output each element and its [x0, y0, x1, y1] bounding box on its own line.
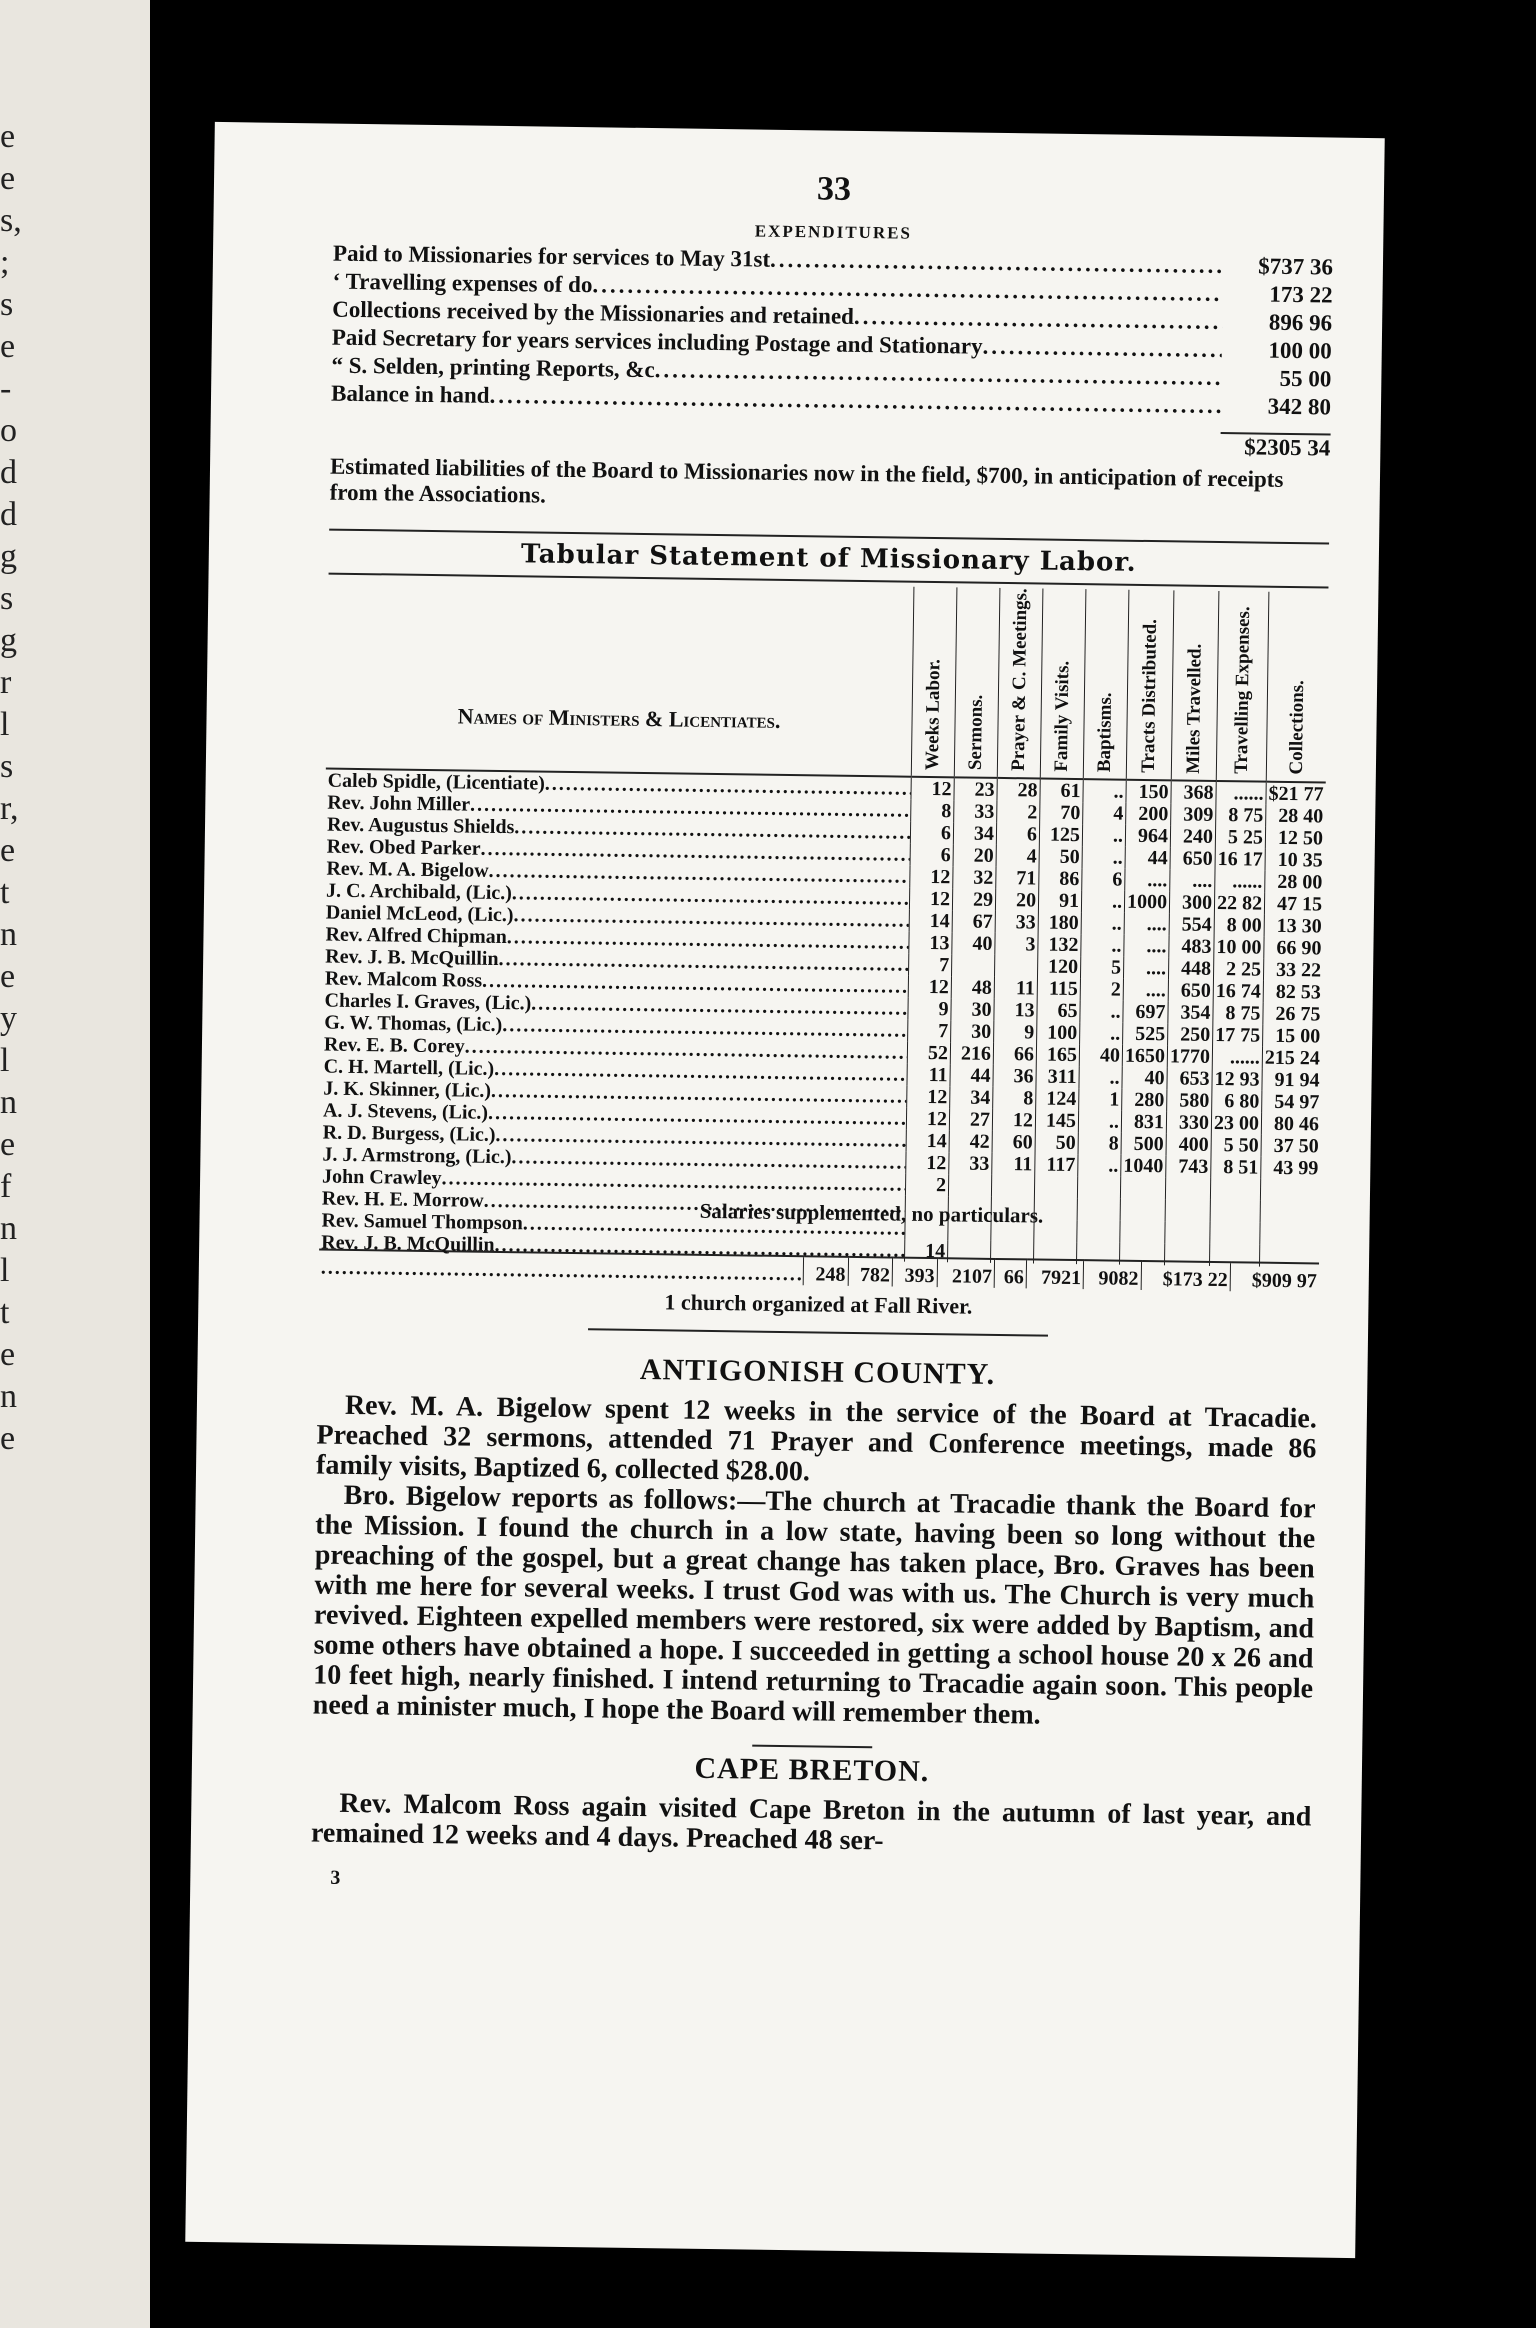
- antigonish-section: [313, 1348, 1318, 1734]
- table-cell: ....: [1123, 956, 1168, 979]
- table-cell: 65: [1037, 999, 1080, 1022]
- table-cell: ....: [1123, 978, 1168, 1001]
- expenditure-label: Paid to Missionaries for services to May 31st: [332, 240, 771, 272]
- table-cell: 33: [954, 800, 997, 823]
- divider: [752, 1744, 872, 1748]
- minister-name: A. J. Stevens, (Lic.) .....: [321, 1099, 907, 1129]
- table-cell: 653: [1167, 1067, 1212, 1090]
- minister-name: R. D. Burgess, (Lic.) .....: [321, 1121, 907, 1151]
- table-cell: 2: [905, 1173, 948, 1196]
- table-cell: 117: [1035, 1153, 1078, 1176]
- adjacent-page-strip: [0, 0, 150, 2328]
- table-cell: $21 77: [1266, 781, 1326, 805]
- table-cell: 91 94: [1262, 1068, 1322, 1091]
- total-cell: $173 22: [1141, 1261, 1231, 1291]
- table-cell: 20: [953, 844, 996, 867]
- table-cell: 180: [1038, 911, 1081, 934]
- table-cell: 3: [995, 933, 1038, 956]
- margin-fragment: s: [0, 580, 14, 617]
- expenditure-label: Balance in hand: [330, 380, 490, 408]
- minister-name: Rev. H. E. Morrow .....: [320, 1187, 906, 1217]
- table-cell: 1770: [1167, 1045, 1212, 1068]
- table-cell: 5: [1080, 956, 1123, 979]
- table-cell: 6: [996, 823, 1039, 846]
- margin-fragment: n: [0, 1084, 17, 1121]
- minister-name: J. J. Armstrong, (Lic.) .....: [320, 1143, 906, 1173]
- table-cell: 448: [1168, 957, 1213, 980]
- table-cell: 120: [1037, 955, 1080, 978]
- table-cell: 150: [1126, 779, 1171, 803]
- table-cell: 60: [992, 1131, 1035, 1154]
- table-cell: 12: [909, 887, 952, 910]
- table-cell: 115: [1037, 977, 1080, 1000]
- expenditures-list: [331, 240, 1333, 422]
- table-cell: 34: [950, 1086, 993, 1109]
- total-cell: 7921: [1026, 1259, 1084, 1289]
- table-cell: 28: [997, 778, 1040, 802]
- tabular-title: Tabular Statement of Missionary Labor.: [520, 539, 1137, 578]
- minister-name: John Crawley .....: [320, 1165, 906, 1195]
- minister-name: G. W. Thomas, (Lic.) .....: [322, 1011, 908, 1041]
- document-page: [185, 122, 1384, 2258]
- table-cell: ....: [1170, 869, 1215, 892]
- total-cell: $909 97: [1230, 1262, 1319, 1292]
- table-cell: 4: [996, 845, 1039, 868]
- table-cell: 12 50: [1265, 826, 1325, 849]
- table-cell: 12: [907, 1085, 950, 1108]
- divider: [588, 1328, 1048, 1336]
- table-cell: 145: [1035, 1109, 1078, 1132]
- page-number: 33: [816, 170, 852, 208]
- liabilities-text: Estimated liabilities of the Board to Missionaries now in the field, $700, in anticipation of receipts from the Associations.: [329, 453, 1284, 508]
- table-cell: 12: [908, 975, 951, 998]
- margin-fragment: t: [0, 1294, 10, 1331]
- minister-name: Rev. Alfred Chipman .....: [323, 923, 909, 953]
- table-cell: 52: [907, 1041, 950, 1064]
- margin-fragment: d: [0, 496, 17, 533]
- expenditure-amount: 342 80: [1267, 393, 1332, 420]
- table-cell: 13: [909, 931, 952, 954]
- table-cell: 165: [1036, 1043, 1079, 1066]
- margin-fragment: t: [0, 874, 10, 911]
- margin-fragment: -: [0, 370, 12, 407]
- table-cell: [994, 955, 1037, 978]
- table-cell: 697: [1123, 1000, 1168, 1023]
- total-cell: 393: [892, 1257, 937, 1287]
- column-header-label: Baptisms.: [1093, 692, 1116, 773]
- table-cell: ..: [1082, 846, 1125, 869]
- column-header-label: Travelling Expenses.: [1230, 606, 1254, 775]
- cape-breton-title: CAPE BRETON.: [694, 1751, 930, 1788]
- margin-fragment: f: [0, 1168, 12, 1205]
- table-cell: 1650: [1122, 1044, 1167, 1067]
- table-cell: [1210, 1178, 1260, 1201]
- antigonish-paragraph-1: Rev. M. A. Bigelow spent 12 weeks in the service of the Board at Tracadie. Preached 32 sermons, attended 71 Prayer and Conference meetings, made 86 family visits, Baptized 6, collected $28.00.: [315, 1389, 1318, 1488]
- table-header-row: [326, 579, 1329, 783]
- table-cell: ......: [1216, 781, 1266, 805]
- margin-fragment: l: [0, 1252, 10, 1289]
- table-cell: 27: [949, 1108, 992, 1131]
- minister-name: Rev. M. A. Bigelow .....: [324, 857, 910, 887]
- expenditures-title: EXPENDITURES: [754, 221, 913, 243]
- column-header: [1216, 591, 1269, 781]
- table-cell: 66: [993, 1043, 1036, 1066]
- table-cell: 30: [951, 998, 994, 1021]
- table-cell: 6 80: [1212, 1090, 1262, 1113]
- table-cell: 2: [1080, 978, 1123, 1001]
- margin-fragment: n: [0, 1210, 17, 1247]
- table-cell: 40: [1122, 1066, 1167, 1089]
- table-cell: 42: [949, 1130, 992, 1153]
- table-cell: 16 74: [1213, 980, 1263, 1003]
- table-cell: 36: [993, 1065, 1036, 1088]
- minister-name: Rev. John Miller .....: [325, 791, 911, 821]
- table-cell: 17 75: [1213, 1024, 1263, 1047]
- table-cell: 12: [910, 865, 953, 888]
- salaries-note: Salaries supplemented, no particulars.: [699, 1198, 1044, 1228]
- table-cell: 125: [1039, 823, 1082, 846]
- table-cell: 200: [1126, 802, 1171, 825]
- minister-name: C. H. Martell, (Lic.) .....: [322, 1055, 908, 1085]
- column-header: [1171, 590, 1219, 780]
- minister-name: Rev. Malcom Ross .....: [323, 967, 909, 997]
- table-cell: [991, 1175, 1034, 1198]
- table-cell: ......: [1215, 870, 1265, 893]
- table-cell: 80 46: [1261, 1112, 1321, 1135]
- table-cell: ..: [1079, 1066, 1122, 1089]
- table-cell: 8: [1078, 1132, 1121, 1155]
- table-cell: 1000: [1124, 890, 1169, 913]
- table-cell: 215 24: [1262, 1046, 1322, 1069]
- table-cell: 2 25: [1213, 958, 1263, 981]
- table-cell: 8: [911, 799, 954, 822]
- cape-breton-paragraph: Rev. Malcom Ross again visited Cape Breton in the autumn of last year, and remained 12 weeks and 4 days. Preached 48 ser-: [310, 1787, 1312, 1857]
- table-cell: 44: [950, 1064, 993, 1087]
- table-cell: [1120, 1176, 1165, 1199]
- total-cell: 782: [848, 1257, 893, 1287]
- table-cell: 554: [1169, 913, 1214, 936]
- expenditures-total: $2305 34: [1220, 432, 1330, 462]
- table-cell: 8 51: [1211, 1156, 1261, 1179]
- missionary-labor-table: [319, 579, 1328, 1268]
- table-cell: 309: [1171, 803, 1216, 826]
- table-cell: 20: [995, 889, 1038, 912]
- minister-name: Rev. J. B. McQuillin .....: [319, 1231, 905, 1261]
- table-cell: 33 22: [1263, 958, 1323, 981]
- column-header-label: Miles Travelled.: [1182, 643, 1206, 774]
- margin-fragment: e: [0, 832, 16, 869]
- table-cell: 354: [1168, 1001, 1213, 1024]
- margin-fragment: n: [0, 1378, 17, 1415]
- column-header: [997, 588, 1043, 778]
- expenditure-amount: 55 00: [1279, 365, 1332, 392]
- margin-fragment: d: [0, 454, 17, 491]
- names-column-header: Names of Ministers & Licentiates.: [326, 579, 914, 777]
- antigonish-paragraph-2: Bro. Bigelow reports as follows:—The church at Tracadie thank the Board for the Mission. I found the church in a low state, having been so long without the preaching of the gospel, but a great change has taken place, Bro. Graves has been with me here for several weeks. I trust God was with us. The Church is very much revived. Eighteen expelled members were restored, six were added by Baptism, and some others have obtained a hope. I succeeded in getting a school house 20 x 26 and 10 feet high, nearly finished. I intend returning to Tracadie again soon. This people need a minister much, I hope the Board will remember them.: [312, 1479, 1316, 1731]
- margin-fragment: g: [0, 538, 17, 575]
- table-cell: 26 75: [1263, 1002, 1323, 1025]
- signature-mark: 3: [330, 1866, 341, 1889]
- column-header-label: Prayer & C. Meetings.: [1007, 588, 1032, 772]
- table-cell: 124: [1036, 1087, 1079, 1110]
- minister-name: Rev. Samuel Thompson .....: [319, 1209, 905, 1239]
- table-cell: 37 50: [1261, 1134, 1321, 1157]
- minister-name: Caleb Spidle, (Licentiate) .....: [326, 768, 912, 799]
- table-cell: 580: [1167, 1089, 1212, 1112]
- table-cell: 500: [1121, 1132, 1166, 1155]
- table-cell: 6: [910, 843, 953, 866]
- column-header: [911, 587, 957, 777]
- expenditure-label: “ S. Selden, printing Reports, &c: [331, 352, 655, 383]
- table-cell: 14: [909, 909, 952, 932]
- expenditure-amount: 173 22: [1269, 281, 1333, 308]
- minister-name: J. K. Skinner, (Lic.) .....: [321, 1077, 907, 1107]
- table-cell: [1077, 1176, 1120, 1199]
- table-cell: 34: [953, 822, 996, 845]
- table-cell: 82 53: [1263, 980, 1323, 1003]
- minister-name: J. C. Archibald, (Lic.) .....: [324, 879, 910, 909]
- margin-fragment: l: [0, 706, 10, 743]
- table-cell: 483: [1169, 935, 1214, 958]
- table-cell: 100: [1037, 1021, 1080, 1044]
- table-cell: [952, 954, 995, 977]
- margin-fragment: e: [0, 328, 16, 365]
- table-cell: [948, 1174, 991, 1197]
- margin-fragment: s: [0, 748, 14, 785]
- expenditure-label: Paid Secretary for years services including Postage and Stationary: [331, 324, 983, 359]
- expenditure-amount: 100 00: [1268, 337, 1332, 364]
- table-cell: 964: [1125, 824, 1170, 847]
- table-cell: 22 82: [1214, 892, 1264, 915]
- table-cell: 29: [952, 888, 995, 911]
- expenditure-label: Collections received by the Missionaries and retained: [332, 296, 855, 329]
- margin-fragment: e: [0, 1126, 16, 1163]
- margin-fragment: s: [0, 286, 14, 323]
- table-cell: 240: [1170, 825, 1215, 848]
- table-cell: 12 93: [1212, 1068, 1262, 1091]
- table-cell: 5 50: [1211, 1134, 1261, 1157]
- table-cell: ..: [1081, 934, 1124, 957]
- expenditures-section: [330, 216, 1333, 462]
- margin-fragment: o: [0, 412, 17, 449]
- expenditure-amount: $737 36: [1258, 253, 1334, 280]
- minister-name: Rev. Obed Parker .....: [325, 835, 911, 865]
- table-cell: 44: [1125, 846, 1170, 869]
- table-cell: 11: [992, 1153, 1035, 1176]
- table-cell: 70: [1040, 801, 1083, 824]
- table-cell: 86: [1039, 867, 1082, 890]
- table-cell: 71: [996, 867, 1039, 890]
- margin-fragment: n: [0, 916, 17, 953]
- table-cell: 15 00: [1263, 1024, 1323, 1047]
- table-cell: 28 00: [1265, 870, 1325, 893]
- column-header-label: Collections.: [1285, 680, 1308, 775]
- minister-name: Rev. J. B. McQuillin .....: [323, 945, 909, 975]
- table-cell: 7: [908, 1019, 951, 1042]
- table-cell: 14: [905, 1239, 948, 1262]
- minister-name: Daniel McLeod, (Lic.) .....: [324, 901, 910, 931]
- table-cell: 10 35: [1265, 848, 1325, 871]
- margin-fragment: g: [0, 622, 17, 659]
- column-header-label: Family Visits.: [1050, 660, 1074, 772]
- margin-fragment: r: [0, 664, 12, 701]
- table-cell: 12: [992, 1109, 1035, 1132]
- table-cell: 250: [1168, 1023, 1213, 1046]
- column-header: [1126, 590, 1174, 780]
- table-cell: 30: [951, 1020, 994, 1043]
- column-header: [954, 587, 1000, 777]
- table-cell: 23: [954, 777, 997, 801]
- column-header: [1083, 589, 1129, 779]
- table-cell: 14: [906, 1129, 949, 1152]
- table-cell: 132: [1038, 933, 1081, 956]
- table-cell: 10 00: [1214, 936, 1264, 959]
- table-cell: 33: [995, 911, 1038, 934]
- table-cell: 40: [952, 932, 995, 955]
- margin-fragment: e: [0, 118, 16, 155]
- column-header: [1266, 592, 1328, 783]
- table-cell: 50: [1039, 845, 1082, 868]
- expenditure-label: ‘ Travelling expenses of do: [332, 268, 593, 298]
- column-header-label: Sermons.: [964, 694, 987, 771]
- table-cell: 216: [950, 1042, 993, 1065]
- antigonish-title: ANTIGONISH COUNTY.: [639, 1352, 996, 1391]
- table-cell: 368: [1171, 780, 1216, 804]
- table-cell: ..: [1083, 779, 1126, 803]
- margin-fragment: l: [0, 1042, 10, 1079]
- table-cell: 1040: [1121, 1154, 1166, 1177]
- table-cell: 311: [1036, 1065, 1079, 1088]
- table-cell: 330: [1166, 1111, 1211, 1134]
- column-header-label: Weeks Labor.: [921, 658, 945, 770]
- total-cell: 248: [803, 1256, 848, 1286]
- table-cell: ..: [1080, 1000, 1123, 1023]
- table-cell: 40: [1079, 1044, 1122, 1067]
- margin-fragment: e: [0, 1336, 16, 1373]
- table-cell: 9: [908, 997, 951, 1020]
- column-header-label: Tracts Distributed.: [1137, 618, 1162, 773]
- church-note: 1 church organized at Fall River.: [664, 1289, 973, 1319]
- table-cell: 47 15: [1264, 892, 1324, 915]
- leader-dots: [982, 333, 1222, 364]
- table-cell: 8: [993, 1087, 1036, 1110]
- table-cell: [1165, 1177, 1210, 1200]
- table-cell: 23 00: [1211, 1112, 1261, 1135]
- table-cell: 13 30: [1264, 914, 1324, 937]
- table-cell: ..: [1080, 1022, 1123, 1045]
- table-cell: 650: [1168, 979, 1213, 1002]
- total-cell: 66: [994, 1259, 1026, 1288]
- margin-fragment: e: [0, 1420, 16, 1457]
- table-cell: 8 75: [1213, 1002, 1263, 1025]
- column-header: [1040, 589, 1086, 779]
- table-cell: 12: [911, 776, 954, 800]
- table-cell: ....: [1124, 934, 1169, 957]
- minister-name: Rev. E. B. Corey .....: [322, 1033, 908, 1063]
- table-cell: 33: [949, 1152, 992, 1175]
- table-cell: 4: [1083, 802, 1126, 825]
- table-cell: 7: [909, 953, 952, 976]
- table-cell: 9: [994, 1021, 1037, 1044]
- margin-fragment: r,: [0, 790, 19, 827]
- margin-fragment: e: [0, 160, 16, 197]
- table-cell: 2: [997, 801, 1040, 824]
- table-cell: 48: [951, 976, 994, 999]
- margin-fragment: s,: [0, 202, 22, 239]
- table-cell: 525: [1123, 1022, 1168, 1045]
- table-cell: 650: [1170, 847, 1215, 870]
- table-cell: ..: [1081, 890, 1124, 913]
- table-cell: ....: [1125, 868, 1170, 891]
- table-cell: ....: [1124, 912, 1169, 935]
- table-cell: 54 97: [1262, 1090, 1322, 1113]
- table-cell: 11: [994, 977, 1037, 1000]
- table-cell: 400: [1166, 1133, 1211, 1156]
- table-cell: 5 25: [1215, 826, 1265, 849]
- table-cell: ......: [1212, 1046, 1262, 1069]
- table-cell: 1: [1079, 1088, 1122, 1111]
- expenditure-amount: 896 96: [1268, 309, 1333, 336]
- margin-fragment: e: [0, 958, 16, 995]
- table-cell: [1260, 1178, 1320, 1201]
- margin-fragment: y: [0, 1000, 17, 1037]
- table-cell: 66 90: [1264, 936, 1324, 959]
- cape-breton-section: [311, 1746, 1312, 1862]
- table-cell: 67: [952, 910, 995, 933]
- table-cell: 50: [1035, 1131, 1078, 1154]
- table-cell: 61: [1040, 778, 1083, 802]
- table-cell: 6: [910, 821, 953, 844]
- table-cell: [1034, 1175, 1077, 1198]
- table-cell: ..: [1078, 1110, 1121, 1133]
- table-cell: 300: [1169, 891, 1214, 914]
- table-cell: ..: [1082, 824, 1125, 847]
- table-cell: 28 40: [1266, 804, 1326, 827]
- table-cell: 831: [1121, 1110, 1166, 1133]
- total-cell: 2107: [937, 1258, 995, 1288]
- table-cell: 280: [1122, 1088, 1167, 1111]
- table-cell: 43 99: [1261, 1156, 1321, 1179]
- table-cell: 8 00: [1214, 914, 1264, 937]
- table-cell: 12: [906, 1151, 949, 1174]
- table-cell: 8 75: [1216, 804, 1266, 827]
- margin-fragment: ;: [0, 244, 10, 281]
- minister-name: Charles I. Graves, (Lic.) .....: [322, 989, 908, 1019]
- table-cell: 91: [1038, 889, 1081, 912]
- table-cell: 32: [953, 866, 996, 889]
- table-cell: 13: [994, 999, 1037, 1022]
- total-cell: 9082: [1083, 1260, 1141, 1290]
- table-cell: ..: [1081, 912, 1124, 935]
- table-cell: 743: [1166, 1155, 1211, 1178]
- table-cell: 6: [1082, 868, 1125, 891]
- table-cell: 12: [906, 1107, 949, 1130]
- table-cell: ..: [1078, 1154, 1121, 1177]
- table-cell: 16 17: [1215, 848, 1265, 871]
- table-cell: 11: [907, 1063, 950, 1086]
- minister-name: Rev. Augustus Shields .....: [325, 813, 911, 843]
